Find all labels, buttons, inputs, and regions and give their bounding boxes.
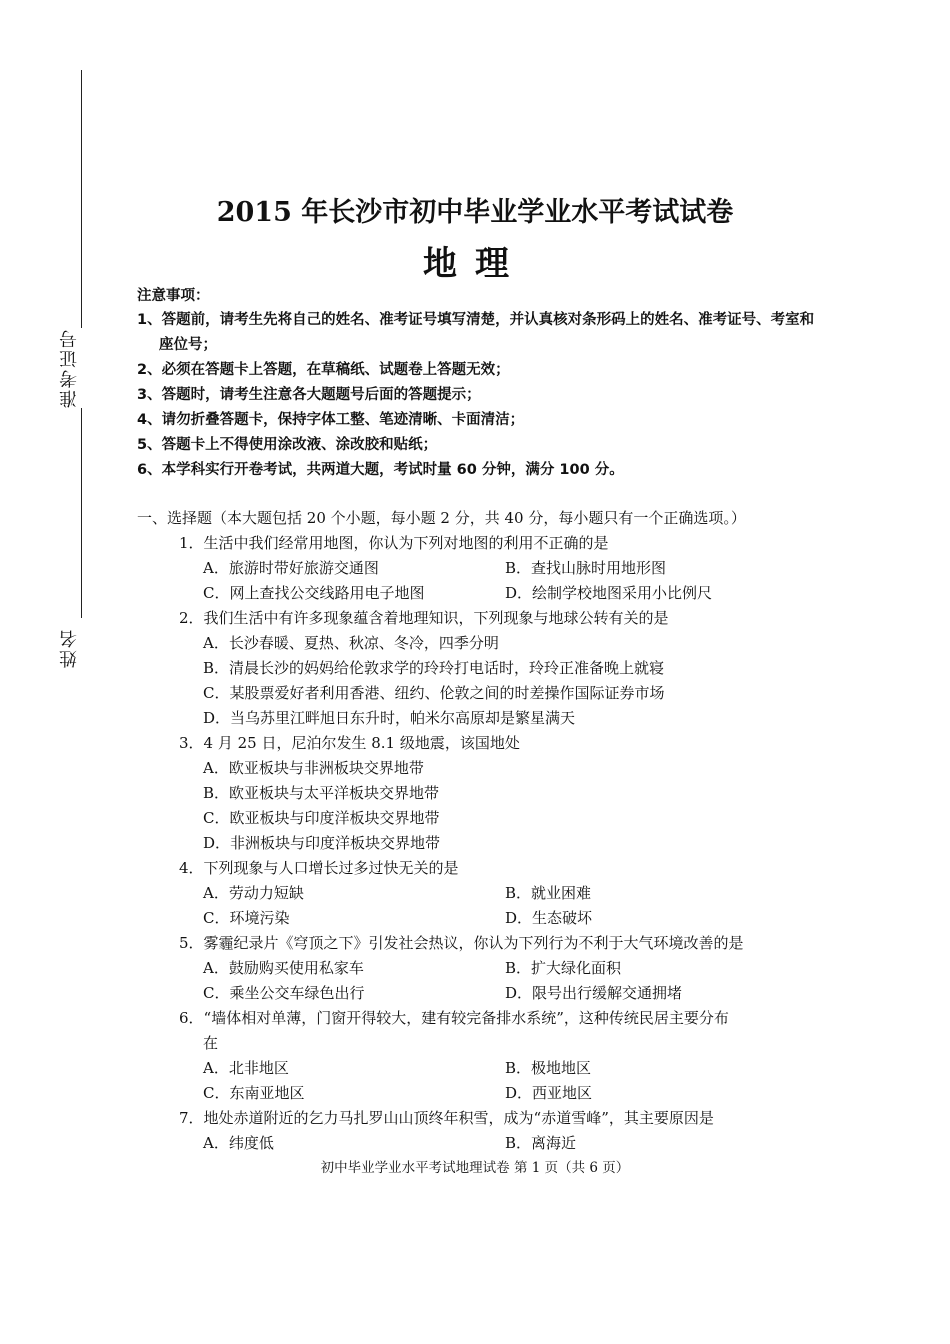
option-row — [137, 881, 837, 906]
notice-item: 4、请勿折叠答题卡，保持字体工整、笔迹清晰、卡面清洁； — [137, 412, 525, 428]
option-row — [137, 581, 837, 606]
notice-item: 6、本学科实行开卷考试，共两道大题，考试时量 60 分钟，满分 100 分。 — [137, 462, 624, 478]
option: B．就业困难 — [505, 884, 592, 902]
option: C．某股票爱好者利用香港、纽约、伦敦之间的时差操作国际证券市场 — [203, 684, 665, 702]
option: D．绘制学校地图采用小比例尺 — [505, 584, 713, 602]
question-stem: 1．生活中我们经常用地图，你认为下列对地图的利用不正确的是 — [179, 534, 609, 552]
option: B．清晨长沙的妈妈给伦敦求学的玲玲打电话时，玲玲正准备晚上就寝 — [203, 659, 665, 677]
option: C．网上查找公交线路用电子地图 — [203, 584, 425, 602]
notice-item: 1、答题前，请考生先将自己的姓名、准考证号填写清楚，并认真核对条形码上的姓名、准考证号、考室和座位号； — [137, 312, 815, 353]
notice-item: 5、答题卡上不得使用涂改液、涂改胶和贴纸； — [137, 437, 438, 453]
question-stem: 4．下列现象与人口增长过多过快无关的是 — [179, 859, 459, 877]
question-stem: 2．我们生活中有许多现象蕴含着地理知识，下列现象与地球公转有关的是 — [179, 609, 669, 627]
option: C．环境污染 — [203, 909, 290, 927]
option: B．扩大绿化面积 — [505, 959, 622, 977]
option: D．当乌苏里江畔旭日东升时，帕米尔高原却是繁星满天 — [203, 709, 576, 727]
option-row — [137, 1081, 837, 1106]
question-stem-continued: 在 — [203, 1034, 219, 1052]
question-stem: 6．“墙体相对单薄，门窗开得较大，建有较完备排水系统”，这种传统民居主要分布 — [179, 1009, 729, 1027]
exam-title: 2015 年长沙市初中毕业学业水平考试试卷 — [216, 197, 734, 228]
option: D．限号出行缓解交通拥堵 — [505, 984, 683, 1002]
option: A．鼓励购买使用私家车 — [203, 959, 364, 977]
name-label: 姓名 — [59, 628, 80, 668]
binding-margin — [55, 70, 95, 710]
option: A．长沙春暖、夏热、秋凉、冬冷，四季分明 — [203, 634, 499, 652]
section-title: 一、选择题（本大题包括 20 个小题，每小题 2 分，共 40 分，每小题只有一个正确选项。） — [137, 509, 746, 527]
option-row — [137, 556, 837, 581]
option: B．查找山脉时用地形图 — [505, 559, 667, 577]
option: A．欧亚板块与非洲板块交界地带 — [203, 759, 424, 777]
question-stem: 7．地处赤道附近的乞力马扎罗山山顶终年积雪，成为“赤道雪峰”，其主要原因是 — [179, 1109, 714, 1127]
option: D．生态破坏 — [505, 909, 593, 927]
notice-item: 3、答题时，请考生注意各大题题号后面的答题提示； — [137, 387, 481, 403]
option: A．北非地区 — [203, 1059, 289, 1077]
option: B．欧亚板块与太平洋板块交界地带 — [203, 784, 440, 802]
option-row — [137, 1131, 837, 1156]
notice-block — [137, 284, 827, 483]
option-row — [137, 906, 837, 931]
option: B．极地地区 — [505, 1059, 592, 1077]
page-footer: 初中毕业学业水平考试地理试卷 第 1 页（共 6 页） — [320, 1160, 630, 1176]
question-stem: 3．4 月 25 日，尼泊尔发生 8.1 级地震，该国地处 — [179, 734, 520, 752]
notice-item: 2、必须在答题卡上答题，在草稿纸、试题卷上答题无效； — [137, 362, 510, 378]
exam-no-label: 准考证号 — [59, 328, 80, 408]
option-row — [137, 1056, 837, 1081]
option-row — [137, 981, 837, 1006]
option: A．旅游时带好旅游交通图 — [203, 559, 379, 577]
option: B．离海近 — [505, 1134, 577, 1152]
option: C．东南亚地区 — [203, 1084, 305, 1102]
option: D．西亚地区 — [505, 1084, 593, 1102]
section-choice — [137, 506, 837, 1156]
question-6 — [137, 1006, 837, 1056]
option: C．欧亚板块与印度洋板块交界地带 — [203, 809, 440, 827]
notice-heading: 注意事项： — [137, 288, 210, 304]
subject-title: 地理 — [423, 244, 527, 284]
option: C．乘坐公交车绿色出行 — [203, 984, 365, 1002]
exam-no-line-lower — [81, 408, 82, 618]
option-row — [137, 956, 837, 981]
option: A．纬度低 — [203, 1134, 274, 1152]
option: D．非洲板块与印度洋板块交界地带 — [203, 834, 441, 852]
option: A．劳动力短缺 — [203, 884, 304, 902]
question-stem: 5．雾霾纪录片《穹顶之下》引发社会热议，你认为下列行为不利于大气环境改善的是 — [179, 934, 744, 952]
